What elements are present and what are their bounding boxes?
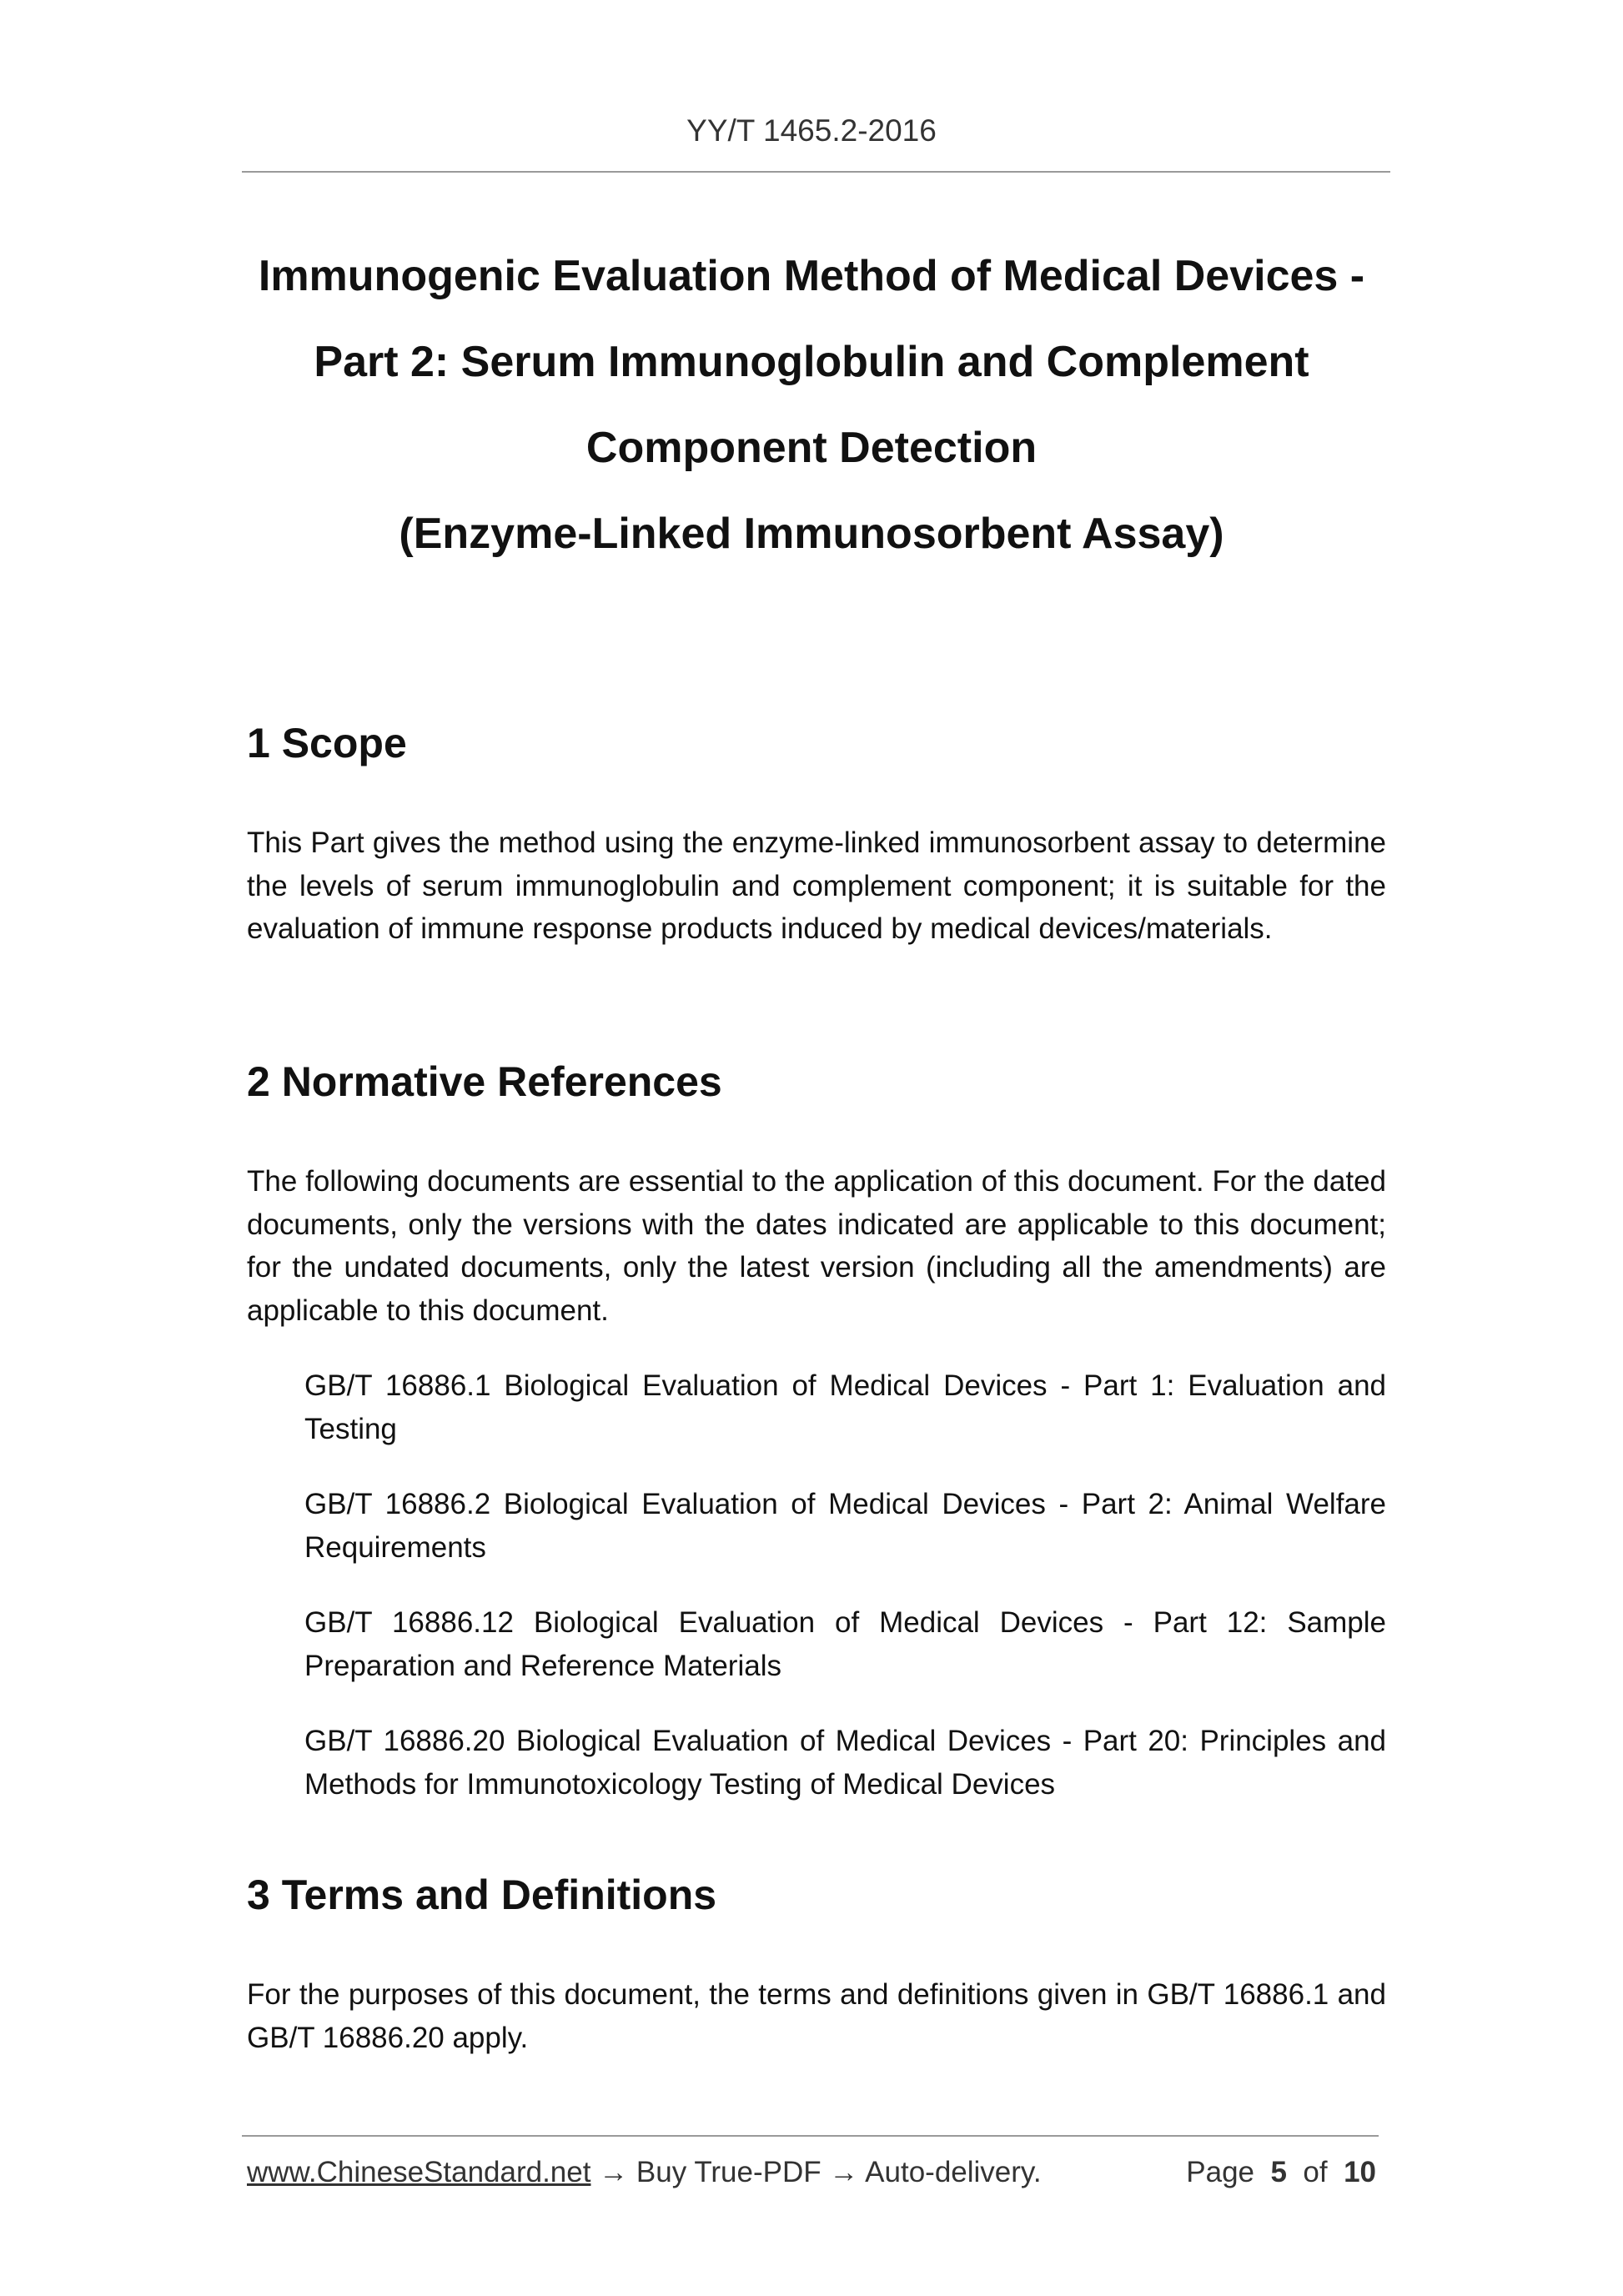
reference-item: GB/T 16886.12 Biological Evaluation of Medical Devices - Part 12: Sample Preparation and Reference Materials	[304, 1606, 1386, 1682]
page-indicator	[1186, 2156, 1376, 2189]
footer-promo	[247, 2156, 1042, 2189]
reference-item: GB/T 16886.20 Biological Evaluation of Medical Devices - Part 20: Principles and Methods for Immunotoxicology Testing of Medical Devices	[304, 1725, 1386, 1801]
header-divider	[242, 171, 1390, 173]
promo-text: → Buy True-PDF → Auto-delivery.	[590, 2156, 1042, 2188]
standard-code: YY/T 1465.2-2016	[686, 113, 937, 148]
page-total: 10	[1344, 2156, 1376, 2188]
normative-paragraph: The following documents are essential to the application of this document. For the dated documents, only the versions with the dates indicated are applicable to this document; for the undated documents, only the latest version (including all the amendments) are applicable to this document.	[247, 1165, 1386, 1327]
document-title	[0, 234, 1623, 577]
scope-paragraph: This Part gives the method using the enzyme-linked immunosorbent assay to determine the levels of serum immunoglobulin and complement component; it is suitable for the evaluation of immune response products induced by medical devices/materials.	[247, 826, 1386, 945]
title-line-2: Part 2: Serum Immunoglobulin and Complement	[314, 338, 1309, 386]
title-line-4: (Enzyme-Linked Immunosorbent Assay)	[399, 510, 1224, 558]
website-link[interactable]: www.ChineseStandard.net	[247, 2156, 591, 2188]
terms-paragraph: For the purposes of this document, the terms and definitions given in GB/T 16886.1 and GB/T 16886.20 apply.	[247, 1978, 1386, 2054]
section-heading-terms: 3 Terms and Definitions	[247, 1871, 717, 1918]
reference-item: GB/T 16886.2 Biological Evaluation of Medical Devices - Part 2: Animal Welfare Requirements	[304, 1488, 1386, 1564]
footer-divider	[242, 2135, 1379, 2137]
reference-item: GB/T 16886.1 Biological Evaluation of Medical Devices - Part 1: Evaluation and Testing	[304, 1369, 1386, 1445]
section-heading-scope: 1 Scope	[247, 720, 407, 766]
page-current: 5	[1270, 2156, 1287, 2188]
title-line-3: Component Detection	[585, 424, 1038, 472]
title-line-1: Immunogenic Evaluation Method of Medical Devices -	[258, 252, 1365, 300]
section-heading-normative-references: 2 Normative References	[247, 1058, 722, 1105]
page-of: of	[1303, 2156, 1328, 2188]
page-footer	[247, 2156, 1376, 2198]
page-label: Page	[1186, 2156, 1255, 2188]
